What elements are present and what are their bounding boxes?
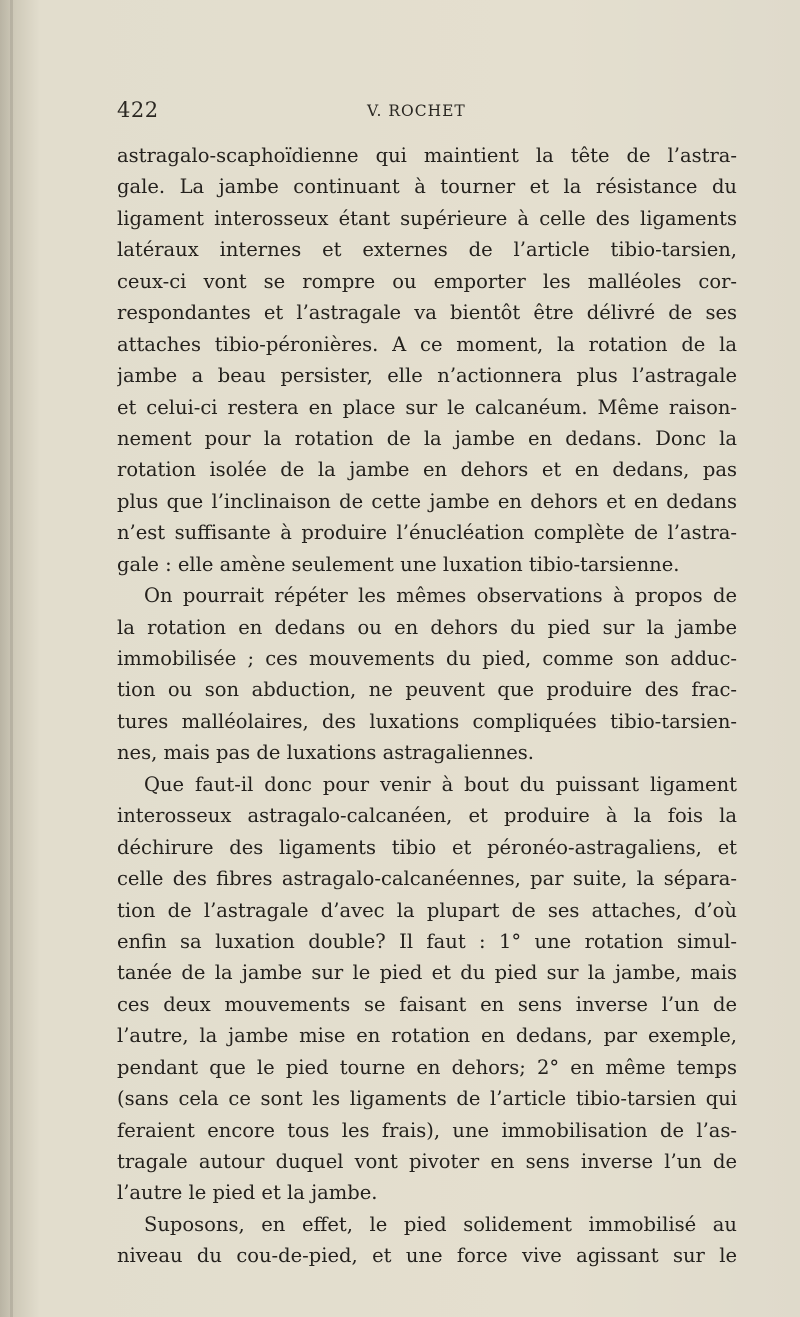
text-line: interosseux astragalo-calcanéen, et produire à la fois la: [117, 804, 737, 828]
text-line: ces deux mouvements se faisant en sens inverse l’un de: [117, 992, 737, 1016]
text-line: plus que l’inclinaison de cette jambe en dehors et en dedans: [117, 489, 737, 513]
text-line: tion de l’astragale d’avec la plupart de ses attaches, d’où: [117, 898, 737, 922]
body-text: [117, 140, 737, 1272]
text-line: latéraux internes et externes de l’article tibio-tarsien,: [117, 238, 737, 262]
text-line: tures malléolaires, des luxations compliquées tibio-tarsien-: [117, 709, 737, 733]
text-line: On pourrait répéter les mêmes observations à propos de: [144, 584, 737, 608]
page-number: 422: [117, 98, 159, 122]
running-head: V. ROCHET: [367, 102, 466, 120]
text-line: immobilisée ; ces mouvements du pied, comme son adduc-: [117, 647, 737, 670]
text-line: gale : elle amène seulement une luxation tibio-tarsienne.: [117, 552, 680, 576]
text-line: n’est suffisante à produire l’énucléation complète de l’astra-: [117, 521, 737, 545]
text-line: rotation isolée de la jambe en dehors et en dedans, pas: [117, 458, 737, 482]
text-line: l’autre, la jambe mise en rotation en dedans, par exemple,: [117, 1024, 737, 1048]
text-line: nement pour la rotation de la jambe en dedans. Donc la: [117, 426, 737, 450]
text-line: déchirure des ligaments tibio et péronéo-astragaliens, et: [117, 835, 737, 859]
text-line: niveau du cou-de-pied, et une force vive agissant sur le: [117, 1244, 737, 1268]
text-line: nes, mais pas de luxations astragaliennes.: [117, 741, 534, 765]
text-line: la rotation en dedans ou en dehors du pied sur la jambe: [117, 615, 737, 639]
text-line: tragale autour duquel vont pivoter en sens inverse l’un de: [117, 1150, 737, 1173]
text-line: tanée de la jambe sur le pied et du pied sur la jambe, mais: [117, 961, 737, 985]
text-line: ceux-ci vont se rompre ou emporter les malléoles cor-: [117, 269, 737, 293]
text-line: Suposons, en effet, le pied solidement immobilisé au: [144, 1212, 737, 1236]
text-line: et celui-ci restera en place sur le calcanéum. Même raison-: [117, 395, 737, 419]
text-line: celle des fibres astragalo-calcanéennes, par suite, la sépara-: [117, 867, 737, 891]
text-line: Que faut-il donc pour venir à bout du puissant ligament: [144, 772, 737, 796]
text-line: (sans cela ce sont les ligaments de l’article tibio-tarsien qui: [117, 1087, 737, 1111]
text-line: ligament interosseux étant supérieure à celle des ligaments: [117, 206, 737, 230]
page-header: [117, 98, 737, 128]
text-line: respondantes et l’astragale va bientôt être délivré de ses: [117, 301, 737, 325]
text-line: enfin sa luxation double? Il faut : 1° une rotation simul-: [117, 929, 737, 953]
page-binding-edge: [10, 0, 13, 1317]
text-line: attaches tibio-péronières. A ce moment, la rotation de la: [117, 332, 737, 356]
text-line: jambe a beau persister, elle n’actionnera plus l’astragale: [117, 364, 737, 388]
text-line: tion ou son abduction, ne peuvent que produire des frac-: [117, 678, 737, 702]
text-line: l’autre le pied et la jambe.: [117, 1181, 378, 1205]
text-line: astragalo-scaphoïdienne qui maintient la tête de l’astra-: [117, 144, 737, 167]
text-line: gale. La jambe continuant à tourner et la résistance du: [117, 175, 737, 199]
text-line: feraient encore tous les frais), une immobilisation de l’as-: [117, 1118, 737, 1142]
text-line: pendant que le pied tourne en dehors; 2° en même temps: [117, 1055, 737, 1079]
